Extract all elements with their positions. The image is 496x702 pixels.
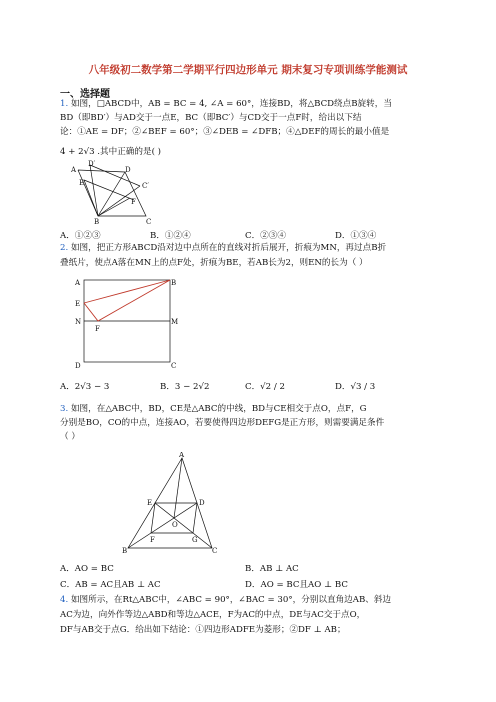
question-1-line-4: 4 + 2√3 .其中正确的是( ) xyxy=(60,147,162,157)
q2-option-b[interactable]: B．3 − 2√2 xyxy=(160,382,210,392)
question-2-number: 2. xyxy=(60,243,69,253)
q3-label-a: A xyxy=(179,452,185,459)
question-3-number: 3. xyxy=(60,404,69,414)
question-3-figure xyxy=(120,452,220,554)
question-2-figure xyxy=(72,276,182,370)
question-1-line-1: 1. 如图，□ABCD中，AB = BC = 4, ∠A = 60°，连接BD，将△BCD绕点B旋转，当 xyxy=(60,99,392,109)
q2-label-e: E xyxy=(75,300,81,308)
q1-label-b: B xyxy=(94,218,100,226)
question-4-line-3: DF与AB交于点G．给出如下结论：①四边形ADFE为菱形；②DF ⊥ AB； xyxy=(60,625,346,635)
q2-label-c: C xyxy=(171,362,177,370)
q3-option-b[interactable]: B．AB ⊥ AC xyxy=(245,564,299,574)
question-1-figure xyxy=(68,160,168,226)
q3-option-d[interactable]: D．AO = BC且AO ⊥ BC xyxy=(245,580,348,590)
question-4-number: 4. xyxy=(60,595,69,605)
question-2-line-1: 2. 如图，把正方形ABCD沿对边中点所在的直线对折后展开，折痕为MN，再过点B折 xyxy=(60,243,387,253)
q1-label-f: F xyxy=(131,198,136,206)
q1-label-a: A xyxy=(71,166,77,174)
q2-label-n: N xyxy=(75,318,82,326)
q1-label-d: D xyxy=(125,166,131,174)
q1-label-c: C xyxy=(146,218,152,226)
q3-label-e: E xyxy=(147,499,153,507)
q1-label-e: E xyxy=(79,179,85,187)
q2-label-a: A xyxy=(75,279,81,287)
question-4-line-1: 4. 如图所示，在Rt△ABC中，∠ABC = 90°，∠BAC = 30°，分别以直角边AB、斜边 xyxy=(60,595,392,605)
q1-label-cprime: C′ xyxy=(142,182,149,190)
q2-label-b: B xyxy=(171,279,177,287)
question-4-line-2: AC为边，向外作等边△ABD和等边△ACE，F为AC的中点，DE与AC交于点O， xyxy=(60,610,366,620)
question-2-line-2: 叠纸片，使点A落在MN上的点F处，折痕为BE，若AB长为2，则EN的长为（ ） xyxy=(60,258,368,268)
question-3-line-1: 3. 如图，在△ABC中，BD，CE是△ABC的中线，BD与CE相交于点O，点F，G xyxy=(60,404,367,414)
q2-label-d: D xyxy=(75,362,81,370)
q3-label-b: B xyxy=(122,547,128,554)
question-1-line-3: 论：①AE = DF；②∠BEF = 60°；③∠DEB = ∠DFB；④△DEF的周长的最小值是 xyxy=(60,127,390,137)
q2-option-c[interactable]: C．√2 / 2 xyxy=(245,382,285,392)
question-3-line-2: 分别是BO，CO的中点，连接AO，若要使得四边形DEFG是正方形，则需要满足条件 xyxy=(60,418,385,428)
q3-label-o: O xyxy=(172,521,178,529)
q3-option-a[interactable]: A．AO = BC xyxy=(60,564,114,574)
q3-option-c[interactable]: C．AB = AC且AB ⊥ AC xyxy=(60,580,161,590)
q1-option-b[interactable]: B．①②④ xyxy=(150,231,191,241)
q3-label-g: G xyxy=(192,536,198,544)
q2-option-d[interactable]: D．√3 / 3 xyxy=(335,382,376,392)
q1-option-c[interactable]: C．②③④ xyxy=(245,231,286,241)
q2-label-m: M xyxy=(171,318,179,326)
q3-label-c: C xyxy=(212,547,218,554)
section-heading: 一、选择题 xyxy=(60,89,110,100)
q2-label-f: F xyxy=(95,325,100,333)
question-1-number: 1. xyxy=(60,99,69,109)
q3-label-d: D xyxy=(199,499,205,507)
q3-label-f: F xyxy=(150,536,155,544)
q1-label-dprime: D′ xyxy=(88,160,96,168)
q1-option-d[interactable]: D．①③④ xyxy=(335,231,377,241)
page-title: 八年级初二数学第二学期平行四边形单元 期末复习专项训练学能测试 xyxy=(88,64,408,76)
question-3-line-3: （ ） xyxy=(60,432,80,442)
question-1-line-2: BD（即BD′）与AD交于一点E，BC（即BC′）与CD交于一点F时，给出以下结 xyxy=(60,113,362,123)
q1-option-a[interactable]: A．①②③ xyxy=(60,231,101,241)
q2-option-a[interactable]: A．2√3 − 3 xyxy=(60,382,110,392)
